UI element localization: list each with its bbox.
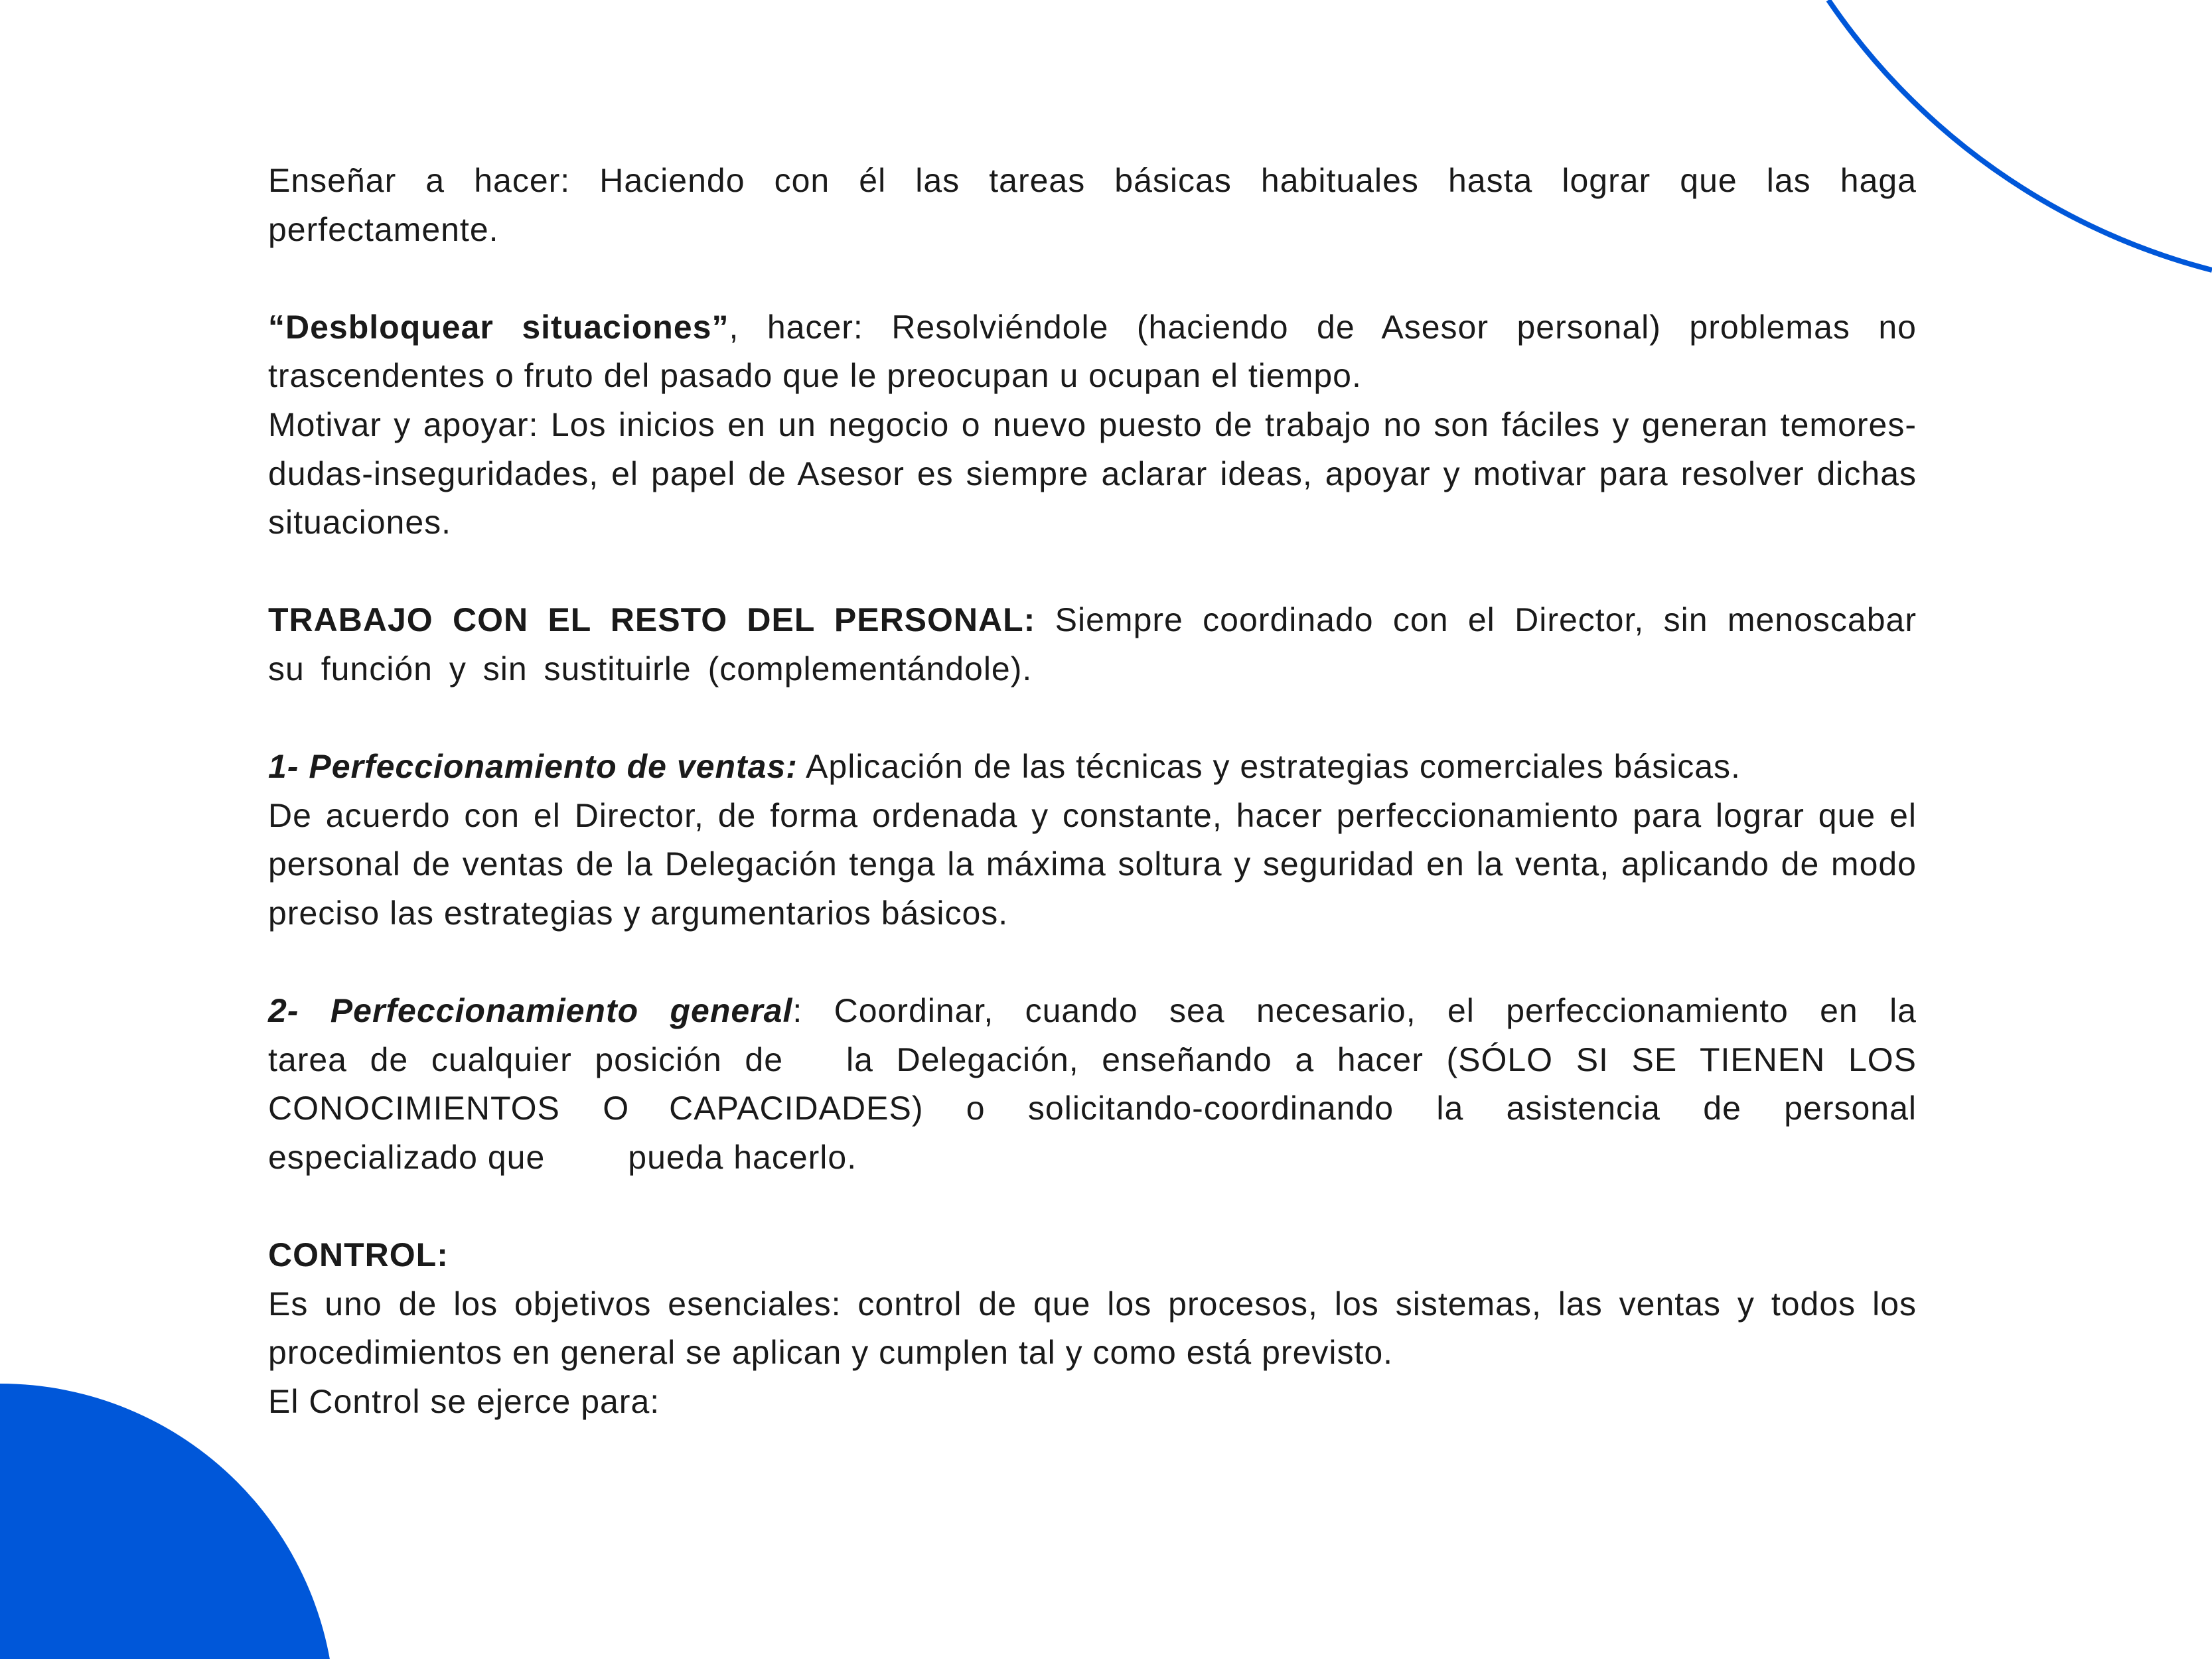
desbloquear-heading: “Desbloquear situaciones” [268,308,729,346]
paragraph-acuerdo-director: De acuerdo con el Director, de forma ordenada y constante, hacer perfeccionamiento para lograr que el personal de ventas de la Delegación tenga la máxima soltura y seguridad en la venta, aplicando de modo preciso las estrategias y argumentarios básicos. [268,796,1917,932]
paragraph-spacer [268,547,1917,597]
paragraph-spacer [268,1182,1917,1231]
paragraph-spacer [268,254,1917,303]
trabajo-text: Siempre coordinado con el Director, sin menoscabar su función y sin sustituirle (complementándole). [268,601,1917,687]
ventas-text: Aplicación de las técnicas y estrategias comerciales básicas. [797,748,1741,786]
general-heading: 2- Perfeccionamiento general [268,992,793,1030]
desbloquear-text: , hacer: Resolviéndole (haciendo de Asesor personal) problemas no trascendentes o fruto del pasado que le preocupan u ocupan el tiempo. [268,308,1917,395]
general-line-1 [268,987,1917,1036]
general-line-4-end: pueda hacerlo. [628,1138,857,1176]
general-line-2-end: la Delegación, enseñando a hacer (SÓLO SI SE TIENEN LOS [846,1041,1917,1078]
general-line-3-end: CAPACIDADES) o solicitando-coordinando la asistencia de personal [669,1090,1917,1127]
general-line-4 [268,1133,1917,1183]
paragraph-perfeccionamiento-general [268,987,1917,1182]
paragraph-control-objetivos: Es uno de los objetivos esenciales: control de que los procesos, los sistemas, las ventas y todos los procedimientos en general se aplican y cumplen tal y como está previsto. [268,1285,1917,1372]
paragraph-spacer [268,938,1917,987]
control-heading: CONTROL: [268,1236,449,1274]
paragraph-trabajo [268,596,1917,693]
general-line-3 [268,1084,1917,1133]
general-line-2-start: tarea de cualquier posición de [268,1041,784,1078]
general-line-3-start: CONOCIMIENTOS O [268,1090,630,1127]
paragraph-perfeccionamiento-ventas [268,743,1917,792]
paragraph-spacer [268,694,1917,743]
paragraph-control-ejerce: El Control se ejerce para: [268,1382,660,1420]
paragraph-motivar: Motivar y apoyar: Los inicios en un negocio o nuevo puesto de trabajo no son fáciles y generan temores-dudas-inseguridades, el papel de Asesor es siempre aclarar ideas, apoyar y motivar para resolver dichas situaciones. [268,405,1917,541]
ventas-heading: 1- Perfeccionamiento de ventas: [268,748,798,786]
general-line-4-start: especializado que [268,1138,546,1176]
paragraph-desbloquear [268,303,1917,401]
general-line-2 [268,1036,1917,1085]
general-line-1-text: : Coordinar, cuando sea necesario, el perfeccionamiento en la [792,992,1917,1030]
document-body [268,157,1917,1426]
paragraph-ensenar: Enseñar a hacer: Haciendo con él las tareas básicas habituales hasta lograr que las haga perfectamente. [268,162,1917,248]
trabajo-heading: TRABAJO CON EL RESTO DEL PERSONAL: [268,601,1036,639]
